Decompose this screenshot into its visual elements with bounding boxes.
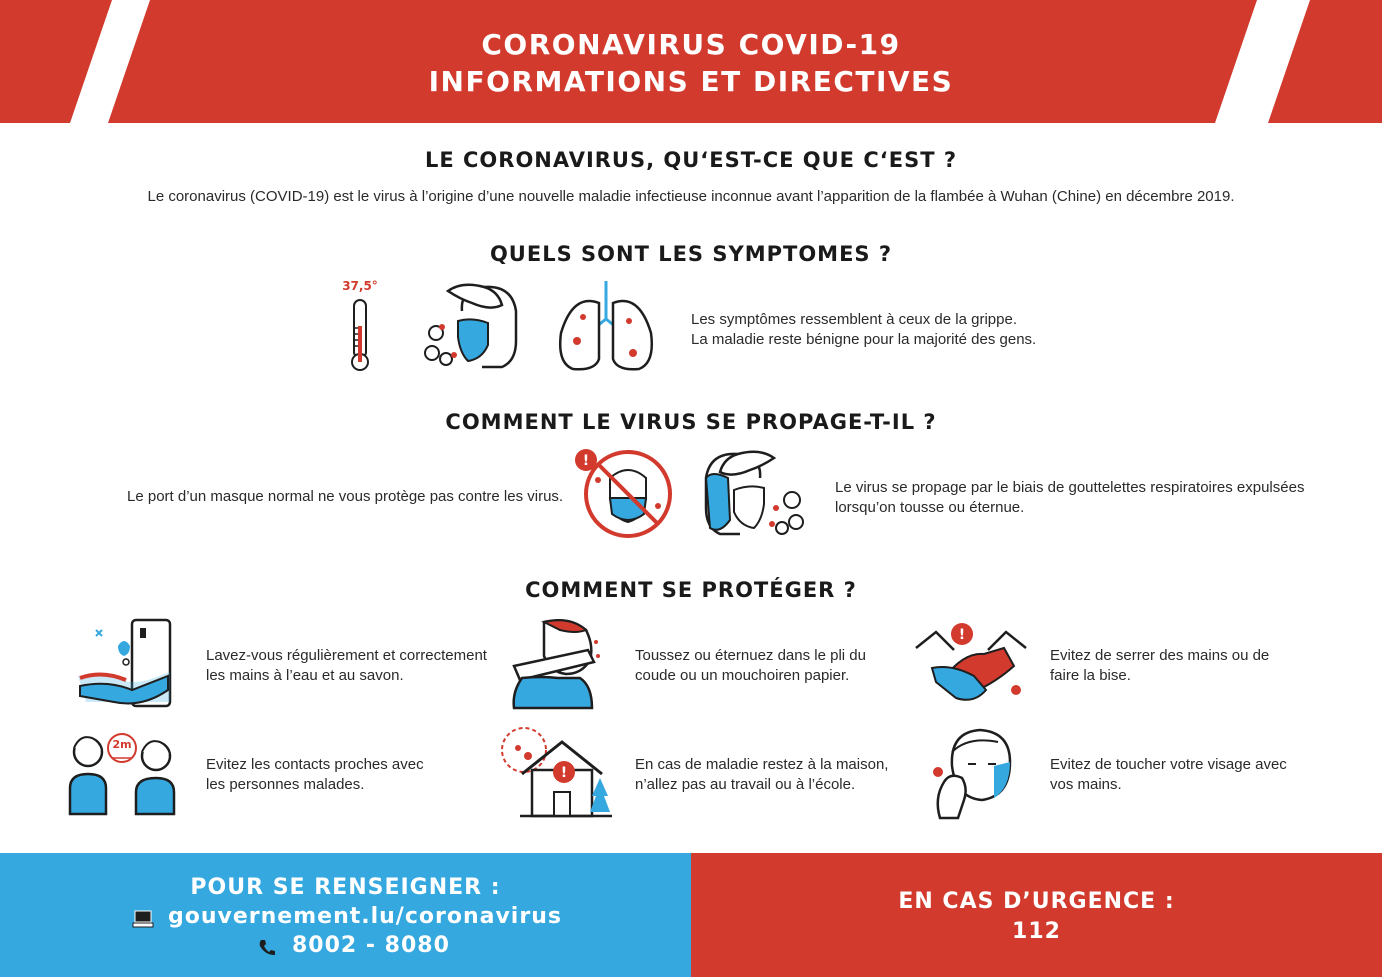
protect-item-4-text — [206, 755, 486, 795]
title-line-1: CORONAVIRUS COVID-19 — [481, 28, 901, 61]
distance-label: 2m — [112, 738, 132, 751]
protect-item-4-line-2: les personnes malades. — [206, 776, 365, 793]
svg-text:!: ! — [560, 765, 568, 781]
website-link[interactable]: gouvernement.lu/coronavirus — [168, 904, 562, 929]
section-title-protect: COMMENT SE PROTÉGER ? — [525, 578, 857, 602]
protect-item-3-text — [1050, 646, 1330, 686]
protect-item-2-line-2: coude ou un mouchoiren papier. — [635, 667, 850, 684]
coughing-person-icon — [422, 281, 522, 371]
protect-item-1-line-2: les mains à l’eau et au savon. — [206, 667, 404, 684]
protect-item-6-text — [1050, 755, 1350, 795]
protect-item-5-line-2: n’allez pas au travail ou à l’école. — [635, 776, 856, 793]
protect-item-3-line-1: Evitez de serrer des mains ou de — [1050, 647, 1270, 664]
handshake-icon — [914, 618, 1028, 710]
computer-icon — [133, 910, 153, 928]
sneezing-person-icon — [700, 448, 808, 542]
symptoms-text-line-1: Les symptômes ressemblent à ceux de la grippe. — [691, 311, 1017, 328]
stay-home-icon — [500, 726, 614, 818]
protect-item-2-line-1: Toussez ou éternuez dans le pli du — [635, 647, 866, 664]
sneeze-elbow-icon — [510, 616, 604, 710]
droplets-text-line-2: lorsqu’on tousse ou éternue. — [835, 499, 1025, 516]
hand-washing-icon — [78, 616, 174, 710]
protect-item-1-text — [206, 646, 506, 686]
phone-number[interactable]: 8002 - 8080 — [292, 933, 450, 958]
what-is-text: Le coronavirus (COVID-19) est le virus à l’origine d’une nouvelle maladie infectieuse inconnue avant l’apparition de la flambée à Wuhan (Chine) en décembre 2019. — [147, 188, 1235, 205]
protect-item-3-line-2: faire la bise. — [1050, 667, 1131, 684]
info-title: POUR SE RENSEIGNER : — [190, 875, 501, 900]
section-title-spread: COMMENT LE VIRUS SE PROPAGE-T-IL ? — [445, 410, 937, 434]
svg-text:!: ! — [958, 627, 966, 643]
protect-item-1-line-1: Lavez-vous régulièrement et correctement — [206, 647, 487, 664]
lungs-icon — [555, 279, 657, 373]
temperature-label: 37,5° — [342, 279, 378, 293]
emergency-number[interactable]: 112 — [1012, 919, 1061, 944]
emergency-title: EN CAS D’URGENCE : — [898, 889, 1175, 914]
symptoms-text — [691, 310, 1091, 350]
phone-icon — [257, 938, 277, 956]
protect-item-2-text — [635, 646, 915, 686]
thermometer-icon — [348, 298, 372, 372]
protect-item-6-line-1: Evitez de toucher votre visage avec — [1050, 756, 1287, 773]
section-title-symptoms: QUELS SONT LES SYMPTOMES ? — [489, 242, 893, 266]
droplets-text — [835, 478, 1305, 518]
svg-text:!: ! — [582, 453, 590, 469]
protect-item-5-text — [635, 755, 935, 795]
face-touch-icon — [928, 726, 1018, 820]
emergency-panel — [691, 853, 1382, 977]
title-line-2: INFORMATIONS ET DIRECTIVES — [428, 65, 954, 98]
symptoms-text-line-2: La maladie reste bénigne pour la majorité des gens. — [691, 331, 1037, 348]
section-title-what-is: LE CORONAVIRUS, QU‘EST-CE QUE C‘EST ? — [424, 148, 958, 172]
droplets-text-line-1: Le virus se propage par le biais de gouttelettes respiratoires expulsées — [835, 479, 1305, 496]
protect-item-6-line-2: vos mains. — [1050, 776, 1122, 793]
mask-text: Le port d’un masque normal ne vous protège pas contre les virus. — [127, 488, 564, 505]
page-title — [0, 26, 1382, 100]
no-mask-icon — [574, 448, 674, 542]
protect-item-4-line-1: Evitez les contacts proches avec — [206, 756, 424, 773]
protect-item-5-line-1: En cas de maladie restez à la maison, — [635, 756, 889, 773]
